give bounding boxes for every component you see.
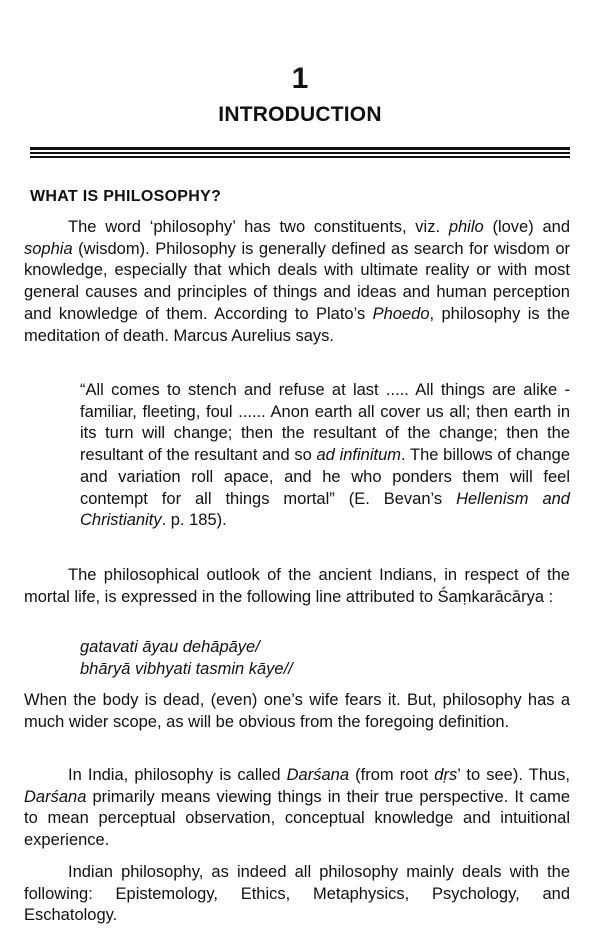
paragraph-body-dead: When the body is dead, (even) one’s wife fears it. But, philosophy has a much wider scope, as will be obvious from the foregoing definition. [24, 691, 570, 731]
title-rule [30, 147, 570, 160]
rule-line [30, 156, 570, 158]
rule-line [30, 147, 570, 150]
text-run: , philosophy is the meditation of death. Marcus Aurelius says. [24, 304, 570, 345]
emphasis: philo [448, 218, 484, 236]
text-run: (wisdom). Philosophy is generally defined as search for wisdom or knowledge, especially that which deals with ultimate reality or with most general causes and principles of things and ideas and human perception and knowledge of them. According to Plato’s [24, 239, 570, 323]
paragraph-definition [24, 217, 570, 347]
paragraph-darsana [24, 765, 570, 852]
text-run: primarily means viewing things in their true perspective. It came to mean perceptual observation, conceptual knowledge and intuitional experience. [24, 787, 570, 850]
text-run: (love) and [483, 218, 570, 236]
verse-line: bhāryā vibhyati tasmin kāye// [80, 659, 293, 678]
emphasis: dṛs [434, 766, 458, 784]
paragraph-branches: Indian philosophy, as indeed all philosophy mainly deals with the following: Epistemology, Ethics, Metaphysics, Psychology, and Eschatology. [24, 863, 570, 925]
text-run: The word ‘philosophy’ has two constituents, viz. [68, 218, 449, 236]
rule-line [30, 152, 570, 154]
text-run: “All comes to stench and refuse at last ..... All things are alike - familiar, fleeting, foul ...... Anon earth all cover us all; then earth in its turn will change; then the resultant of the change; then the resultant of the resultant and so [80, 381, 570, 465]
emphasis: Hellenism and Christianity [80, 489, 570, 530]
emphasis: Darśana [24, 787, 87, 806]
sanskrit-verse [80, 637, 570, 680]
emphasis: sophia [24, 239, 73, 258]
text-run: ’ to see). Thus, [457, 766, 571, 784]
chapter-number: 1 [291, 62, 309, 95]
emphasis: ad infinitum [316, 446, 402, 465]
text-run: . p. 185). [161, 511, 227, 530]
emphasis: Phoedo [372, 304, 430, 323]
verse-line: gatavati āyau dehāpāye/ [80, 638, 260, 656]
text-run: (from root [349, 766, 435, 784]
section-heading: WHAT IS PHILOSOPHY? [30, 188, 222, 205]
chapter-title: INTRODUCTION [218, 103, 382, 126]
paragraph-indian-outlook: The philosophical outlook of the ancient Indians, in respect of the mortal life, is expressed in the following line attributed to Śaṃkarācārya : [24, 566, 570, 606]
text-run: . The billows of change and variation roll apace, and he who ponders them will feel contempt for all things mortal” (E. Bevan’s [80, 446, 570, 508]
text-run: In India, philosophy is called [68, 766, 287, 784]
block-quote [80, 380, 570, 532]
emphasis: Darśana [286, 766, 349, 784]
